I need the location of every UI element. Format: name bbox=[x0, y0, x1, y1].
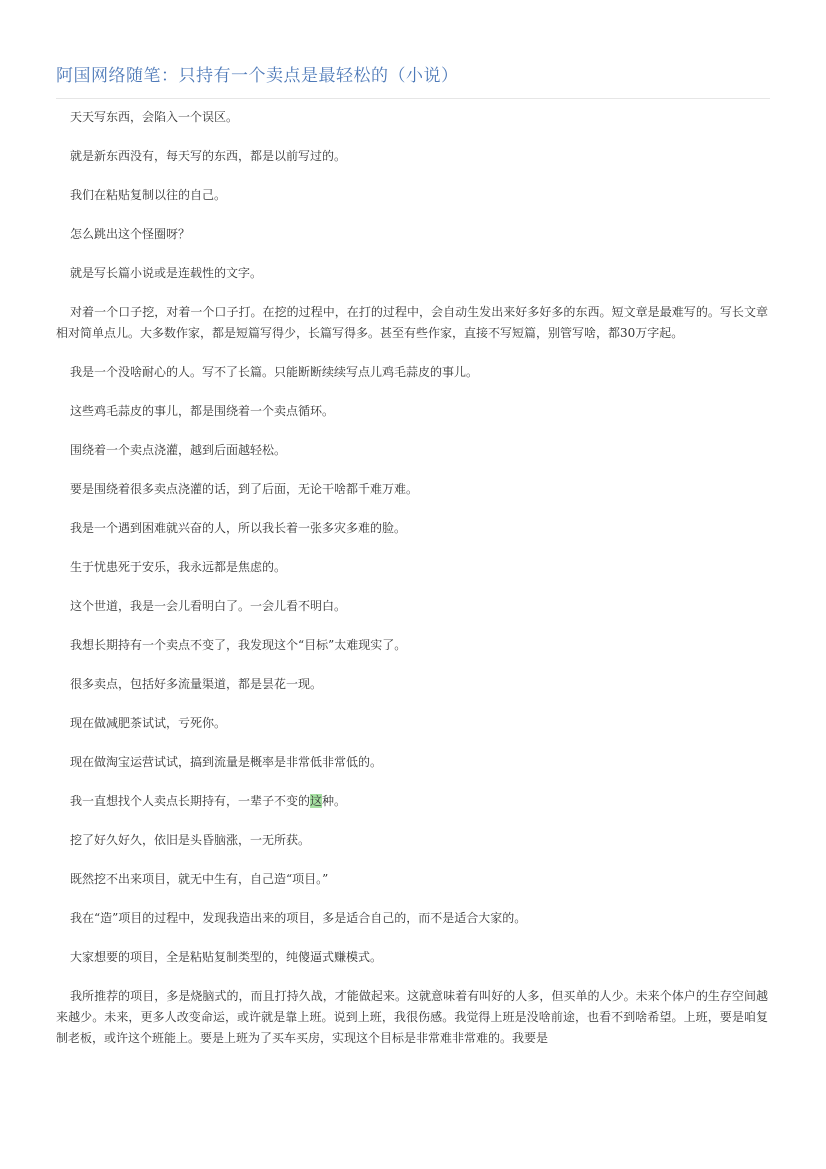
paragraph: 对着一个口子挖，对着一个口子打。在挖的过程中，在打的过程中，会自动生发出来好多好多的东西。短文章是最难写的。写长文章相对简单点儿。大多数作家，都是短篇写得少，长篇写得多。甚至有些作家，直接不写短篇，别管写啥，都30万字起。 bbox=[56, 305, 768, 340]
paragraph: 生于忧患死于安乐，我永远都是焦虑的。 bbox=[70, 560, 287, 574]
paragraph: 围绕着一个卖点浇灌，越到后面越轻松。 bbox=[70, 443, 287, 457]
highlight-after: 种。 bbox=[322, 794, 347, 808]
article-body bbox=[56, 107, 768, 1067]
paragraph: 既然挖不出来项目，就无中生有，自己造“项目。” bbox=[70, 872, 329, 886]
paragraph: 就是新东西没有，每天写的东西，都是以前写过的。 bbox=[70, 149, 347, 163]
paragraph: 怎么跳出这个怪圈呀？ bbox=[70, 227, 191, 241]
paragraph: 很多卖点，包括好多流量渠道，都是昙花一现。 bbox=[70, 677, 323, 691]
paragraph: 我在“造”项目的过程中，发现我造出来的项目，多是适合自己的，而不是适合大家的。 bbox=[70, 911, 527, 925]
paragraph: 挖了好久好久，依旧是头昏脑涨，一无所获。 bbox=[70, 833, 311, 847]
page-title: 阿国网络随笔：只持有一个卖点是最轻松的（小说） bbox=[56, 66, 459, 86]
paragraph: 我是一个遇到困难就兴奋的人，所以我长着一张多灾多难的脸。 bbox=[70, 521, 407, 535]
paragraph: 天天写东西，会陷入一个误区。 bbox=[70, 110, 239, 124]
highlighted-paragraph bbox=[56, 791, 768, 812]
highlight-before: 我一直想找个人卖点长期持有，一辈子不变的 bbox=[70, 794, 311, 808]
text-highlight: 这 bbox=[310, 794, 323, 808]
paragraph: 要是围绕着很多卖点浇灌的话，到了后面，无论干啥都千难万难。 bbox=[70, 482, 419, 496]
paragraph: 我所推荐的项目，多是烧脑式的，而且打持久战，才能做起来。这就意味着有叫好的人多，但买单的人少。未来个体户的生存空间越来越少。未来，更多人改变命运，或许就是靠上班。说到上班，我很伤感。我觉得上班是没啥前途，也看不到啥希望。上班，要是咱复制老板，或许这个班能上。要是上班为了买车买房，实现这个目标是非常难非常难的。我要是 bbox=[56, 989, 768, 1045]
paragraph: 这个世道，我是一会儿看明白了。一会儿看不明白。 bbox=[70, 599, 347, 613]
paragraph: 我们在粘贴复制以往的自己。 bbox=[70, 188, 227, 202]
paragraph: 我想长期持有一个卖点不变了，我发现这个“目标”太难现实了。 bbox=[70, 638, 407, 652]
paragraph: 就是写长篇小说或是连载性的文字。 bbox=[70, 266, 263, 280]
paragraph: 这些鸡毛蒜皮的事儿，都是围绕着一个卖点循环。 bbox=[70, 404, 335, 418]
paragraph: 现在做淘宝运营试试，搞到流量是概率是非常低非常低的。 bbox=[70, 755, 383, 769]
paragraph: 现在做减肥茶试试，亏死你。 bbox=[70, 716, 227, 730]
title-divider bbox=[56, 98, 770, 99]
paragraph: 我是一个没啥耐心的人。写不了长篇。只能断断续续写点儿鸡毛蒜皮的事儿。 bbox=[70, 365, 479, 379]
paragraph: 大家想要的项目，全是粘贴复制类型的，纯傻逼式赚模式。 bbox=[70, 950, 383, 964]
